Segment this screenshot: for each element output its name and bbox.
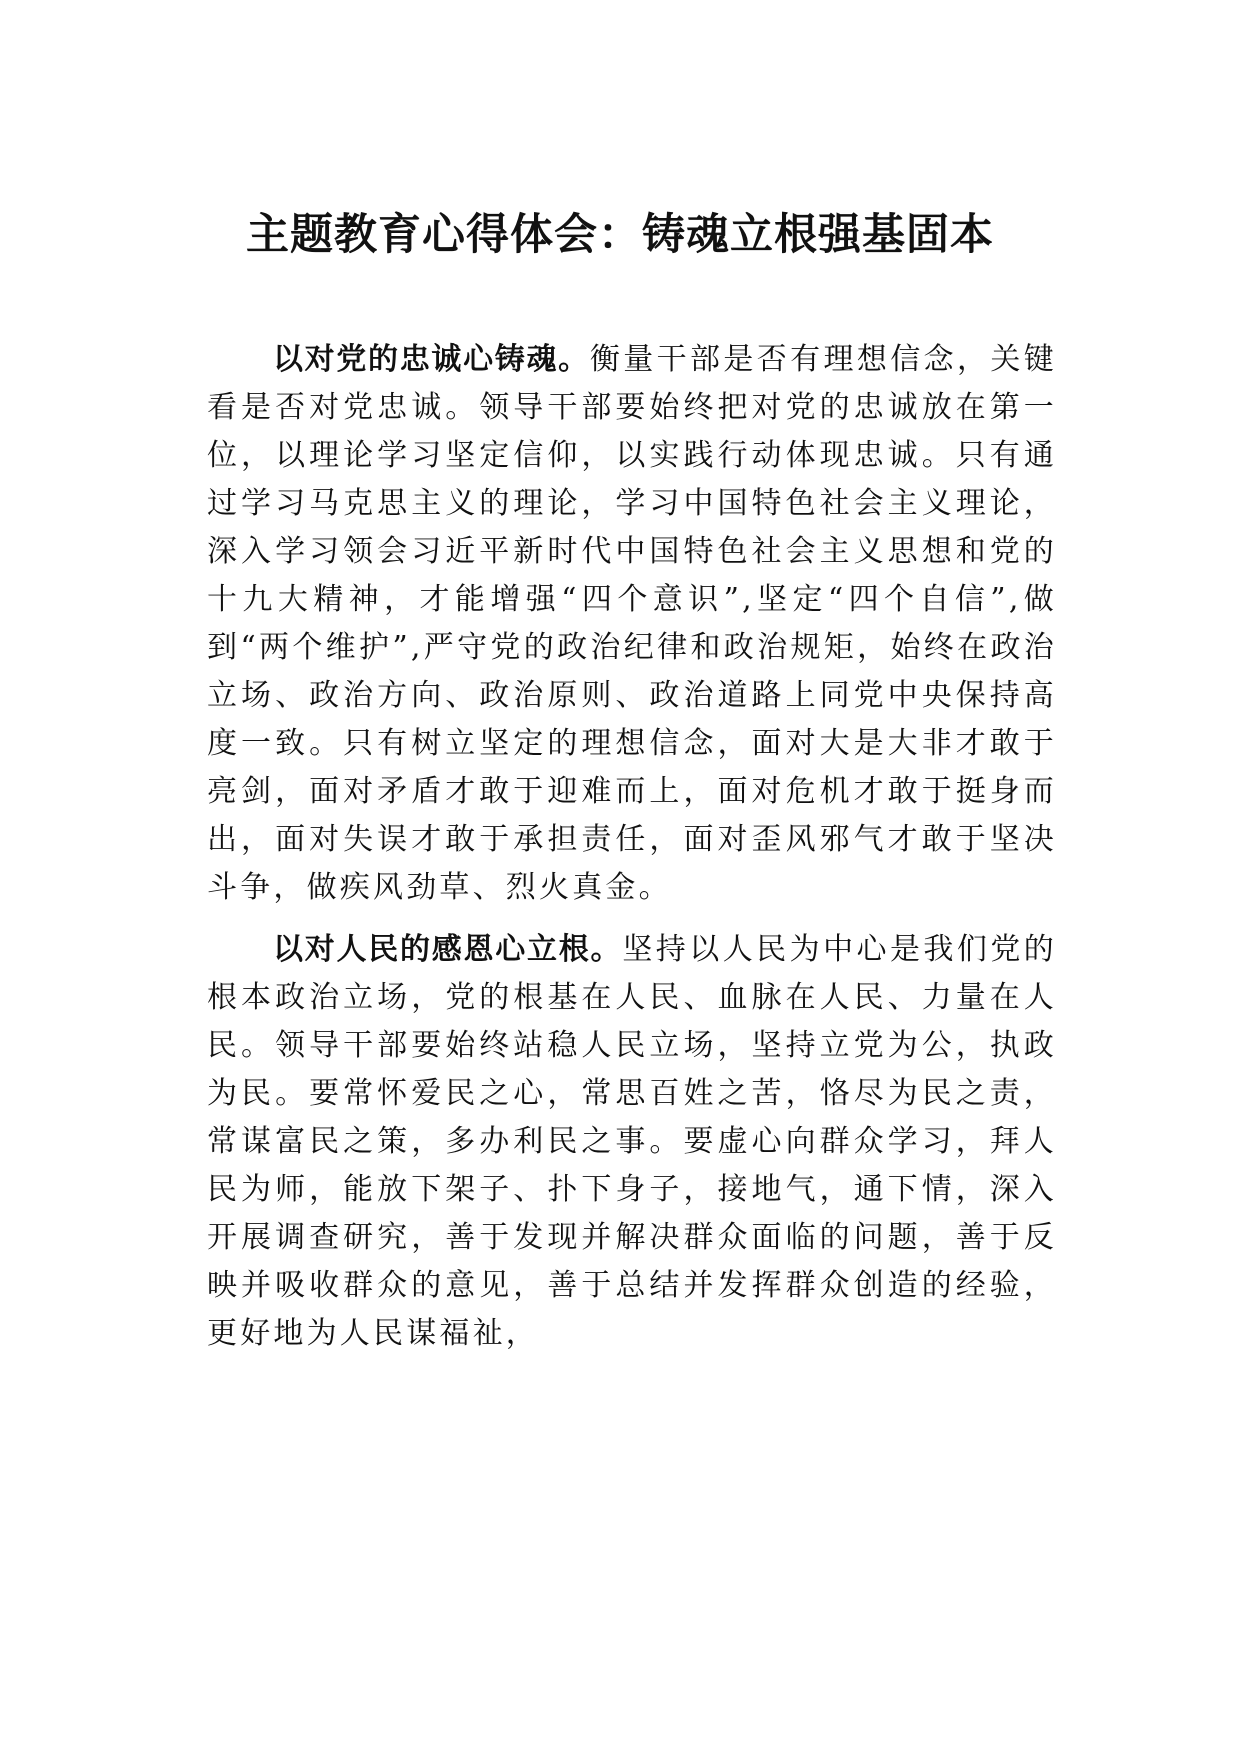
paragraph-lead: 以对党的忠诚心铸魂。 xyxy=(273,342,590,377)
paragraph-people xyxy=(207,926,1057,1358)
paragraph-lead: 以对人民的感恩心立根。 xyxy=(273,932,623,967)
document-body xyxy=(207,336,1057,1372)
document-title: 主题教育心得体会：铸魂立根强基固本 xyxy=(246,210,994,260)
paragraph-loyalty xyxy=(207,336,1057,912)
paragraph-text: 坚持以人民为中心是我们党的根本政治立场，党的根基在人民、血脉在人民、力量在人民。领导干部要始终站稳人民立场，坚持立党为公，执政为民。要常怀爱民之心，常思百姓之苦，恪尽为民之责，常谋富民之策，多办利民之事。要虚心向群众学习，拜人民为师，能放下架子、扑下身子，接地气，通下情，深入开展调查研究，善于发现并解决群众面临的问题，善于反映并吸收群众的意见，善于总结并发挥群众创造的经验，更好地为人民谋福祉， xyxy=(207,932,1058,1351)
paragraph-text: 衡量干部是否有理想信念，关键看是否对党忠诚。领导干部要始终把对党的忠诚放在第一位，以理论学习坚定信仰，以实践行动体现忠诚。只有通过学习马克思主义的理论，学习中国特色社会主义理论，深入学习领会习近平新时代中国特色社会主义思想和党的十九大精神，才能增强“四个意识”,坚定“四个自信”,做到“两个维护”,严守党的政治纪律和政治规矩，始终在政治立场、政治方向、政治原则、政治道路上同党中央保持高度一致。只有树立坚定的理想信念，面对大是大非才敢于亮剑，面对矛盾才敢于迎难而上，面对危机才敢于挺身而出，面对失误才敢于承担责任，面对歪风邪气才敢于坚决斗争，做疾风劲草、烈火真金。 xyxy=(207,342,1057,905)
